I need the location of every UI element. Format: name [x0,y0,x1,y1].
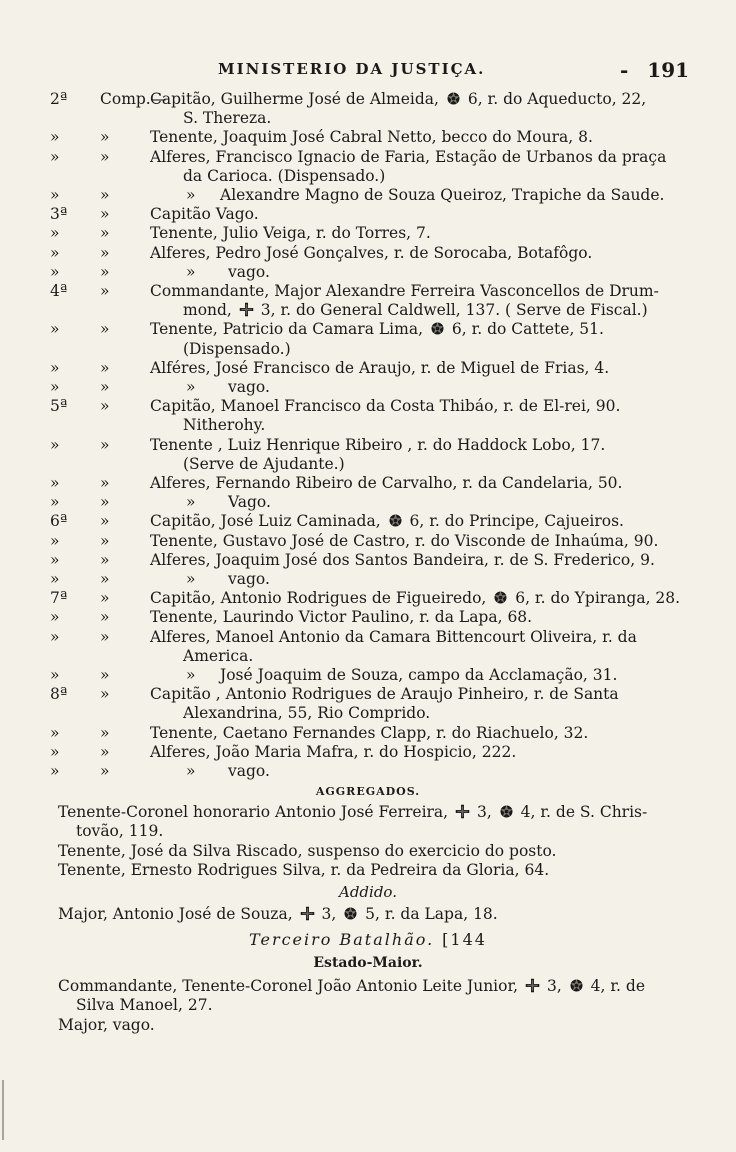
entry-text: Capitão, Antonio Rodrigues de Figueiredo, [150,589,492,608]
roster-entry [150,589,680,608]
entry-text: 6, r. do Ypiranga, 28. [510,589,681,608]
company-number: 6ª [50,512,68,531]
batalhao-page-ref: [144 [442,930,487,950]
entry-text: Tenente, Joaquim José Cabral Netto, becco do Moura, 8. [150,128,593,147]
company-number: 5ª [50,397,68,416]
company-number: » [50,762,60,780]
page-number [620,58,689,82]
entry-text: Major, vago. [58,1015,155,1034]
company-ditto: » [100,243,110,262]
company-ditto: » [100,224,110,243]
company-number: » [50,531,60,550]
rank-ditto: » [186,262,196,281]
entry-text: Alferes, Fernando Ribeiro de Carvalho, r. da Candelaria, 50. [150,474,623,492]
entry-text: 6, r. do Cattete, 51. [446,320,604,339]
company-ditto: » [100,474,110,492]
entry-text: Alferes, Joaquim José dos Santos Bandeira, r. de S. Frederico, 9. [150,550,655,569]
roster-entry [150,359,609,378]
entry-text: vago. [228,570,270,588]
roster-entry [228,762,270,781]
roster-entry [150,685,619,704]
roster-entry-continuation: Nitherohy. [183,416,266,435]
entry-text: mond, [183,301,237,320]
company-number: » [50,570,60,588]
page-edge-mark [2,1080,4,1140]
company-ditto: » [100,397,110,416]
entry-text: Alféres, José Francisco de Araujo, r. de Miguel de Frias, 4. [150,358,610,377]
entry-text: 4, r. de [585,977,645,996]
rank-ditto: » [186,186,196,204]
entry-text: 6, r. do Aqueducto, 22, [462,90,647,108]
company-ditto: » [100,320,110,339]
section-entry [58,803,647,822]
company-ditto: » [100,512,110,531]
estado-maior-heading: Estado-Maior. [313,955,423,972]
roster-entry [150,436,605,455]
roster-entry-continuation [183,301,648,320]
entry-text: Capitão , Antonio Rodrigues de Araujo Pinheiro, r. de Santa [150,685,619,704]
entry-text: vago. [228,378,270,396]
entry-text: José Joaquim de Souza, campo da Acclamação, 31. [220,666,618,684]
order-cross-icon [455,804,470,819]
company-ditto: » [100,589,110,608]
company-ditto: » [100,435,110,454]
roster-entry [150,282,659,301]
entry-text: 6, r. do Principe, Cajueiros. [404,512,624,531]
company-number: » [50,435,60,454]
entry-text: Alexandre Magno de Souza Queiroz, Trapiche da Saude. [220,186,665,204]
company-ditto: » [100,762,110,780]
company-number: » [50,474,60,492]
company-ditto: Comp.— [100,90,167,108]
rank-ditto: » [186,762,196,780]
entry-text: 3, [472,803,497,822]
section-entry [58,977,645,996]
rank-ditto: » [186,570,196,588]
roster-entry [150,532,658,551]
company-number: 4ª [50,282,68,300]
company-ditto: » [100,128,110,147]
entry-text: Tenente, Laurindo Victor Paulino, r. da Lapa, 68. [150,608,533,627]
roster-entry [150,128,593,147]
order-cross-icon [239,302,254,317]
entry-text: Capitão, José Luiz Caminada, [150,512,386,531]
entry-text: Alferes, João Maria Mafra, r. do Hospicio, 222. [150,742,517,761]
roster-entry [150,743,516,762]
roster-entry-continuation: Alexandrina, 55, Rio Comprido. [183,704,431,723]
entry-text: Tenente, Patricio da Camara Lima, [150,320,428,339]
company-ditto: » [100,531,110,550]
order-rose-icon [569,978,584,993]
company-ditto: » [100,608,110,627]
company-ditto: » [100,205,110,224]
company-ditto: » [100,550,110,569]
roster-entry [150,397,620,416]
roster-entry [220,666,617,685]
order-rose-icon [430,321,445,336]
company-ditto: » [100,358,110,377]
entry-text: Capitão Vago. [150,205,259,224]
company-number: » [50,723,60,742]
batalhao-title: Terceiro Batalhão. [249,930,435,950]
entry-text: Vago. [228,493,271,512]
entry-text: 3, [542,977,567,996]
company-number: 2ª [50,90,68,108]
entry-text: 3, [316,905,342,923]
roster-entry [150,205,259,224]
entry-text: vago. [228,262,270,281]
company-ditto: » [100,147,110,166]
roster-entry-continuation: S. Thereza. [183,109,272,128]
entry-text: Tenente-Coronel honorario Antonio José Ferreira, [58,803,454,822]
section-entry [58,905,498,924]
entry-text: Tenente, Julio Veiga, r. do Torres, 7. [150,224,431,243]
company-number: » [50,320,60,339]
roster-entry [150,224,431,243]
company-number: 7ª [50,589,68,608]
company-ditto: » [100,186,110,204]
company-number: » [50,742,60,761]
roster-entry [150,551,655,570]
batalhao-heading [0,930,736,949]
roster-entry [150,90,646,109]
company-number: » [50,378,60,396]
company-number: » [50,493,60,512]
company-ditto: » [100,685,110,704]
company-number: » [50,147,60,166]
entry-text: Capitão, Guilherme José de Almeida, [150,90,444,108]
roster-entry [150,148,666,167]
roster-entry [228,378,270,397]
roster-entry [228,493,271,512]
order-cross-icon [300,906,315,921]
roster-entry-continuation: America. [183,646,254,665]
company-number: 8ª [50,685,68,704]
entry-text: Alferes, Manoel Antonio da Camara Bittencourt Oliveira, r. da [150,627,637,646]
entry-text: Tenente, Ernesto Rodrigues Silva, r. da Pedreira da Gloria, 64. [58,860,550,879]
entry-text: Tenente , Luiz Henrique Ribeiro , r. do Haddock Lobo, 17. [150,435,606,454]
section-entry-continuation: tovão, 119. [76,822,164,841]
company-ditto: » [100,570,110,588]
roster-entry [228,570,270,589]
company-number: » [50,627,60,646]
rank-ditto: » [186,493,196,512]
order-cross-icon [525,978,540,993]
company-ditto: » [100,742,110,761]
roster-entry [150,244,592,263]
section-entry-continuation: Silva Manoel, 27. [76,996,213,1015]
roster-entry [228,263,270,282]
order-rose-icon [446,91,461,106]
section-entry [58,1016,155,1035]
company-ditto: » [100,493,110,512]
company-number: » [50,128,60,147]
entry-text: Major, Antonio José de Souza, [58,905,298,923]
rank-ditto: » [186,666,196,684]
roster-entry [220,186,664,205]
roster-entry [150,608,532,627]
page-number-dash: - [620,58,629,82]
page-header-title: MINISTERIO DA JUSTIÇA. [218,60,486,78]
aggregados-heading: AGGREGADOS. [315,785,421,799]
section-entry [58,861,549,880]
company-ditto: » [100,666,110,684]
company-ditto: » [100,378,110,396]
entry-text: Tenente, José da Silva Riscado, suspenso do exercicio do posto. [58,841,557,860]
entry-text: 5, r. da Lapa, 18. [360,905,498,923]
company-number: » [50,358,60,377]
addido-heading: Addido. [339,883,397,901]
company-number: » [50,666,60,684]
roster-entry-continuation: da Carioca. (Dispensado.) [183,166,386,185]
roster-entry-continuation: (Dispensado.) [183,339,291,358]
order-rose-icon [499,804,514,819]
roster-entry [150,320,604,339]
rank-ditto: » [186,378,196,396]
entry-text: 3, r. do General Caldwell, 137. ( Serve de Fiscal.) [255,301,648,320]
entry-text: Alferes, Pedro José Gonçalves, r. de Sorocaba, Botafôgo. [150,243,593,262]
company-number: 3ª [50,205,68,224]
entry-text: Tenente, Caetano Fernandes Clapp, r. do Riachuelo, 32. [150,723,589,742]
entry-text: Tenente, Gustavo José de Castro, r. do Visconde de Inhaúma, 90. [150,531,659,550]
section-entry [58,842,556,861]
roster-entry [150,474,622,493]
company-number: » [50,550,60,569]
company-ditto: » [100,723,110,742]
order-rose-icon [343,906,358,921]
entry-text: vago. [228,762,270,780]
company-ditto: » [100,627,110,646]
company-number: » [50,262,60,281]
roster-entry [150,512,624,531]
roster-entry [150,628,637,647]
entry-text: Alferes, Francisco Ignacio de Faria, Estação de Urbanos da praça [150,147,667,166]
company-number: » [50,186,60,204]
roster-entry-continuation: (Serve de Ajudante.) [183,454,345,473]
company-ditto: » [100,262,110,281]
page-number-value: 191 [647,58,690,82]
company-number: » [50,224,60,243]
company-number: » [50,608,60,627]
order-rose-icon [388,513,403,528]
entry-text: Capitão, Manoel Francisco da Costa Thibáo, r. de El-rei, 90. [150,397,621,416]
company-ditto: » [100,282,110,300]
entry-text: Commandante, Tenente-Coronel João Antonio Leite Junior, [58,977,524,996]
company-number: » [50,243,60,262]
order-rose-icon [493,590,508,605]
roster-entry [150,724,588,743]
entry-text: 4, r. de S. Chris- [515,803,648,822]
entry-text: Commandante, Major Alexandre Ferreira Vasconcellos de Drum- [150,282,659,300]
